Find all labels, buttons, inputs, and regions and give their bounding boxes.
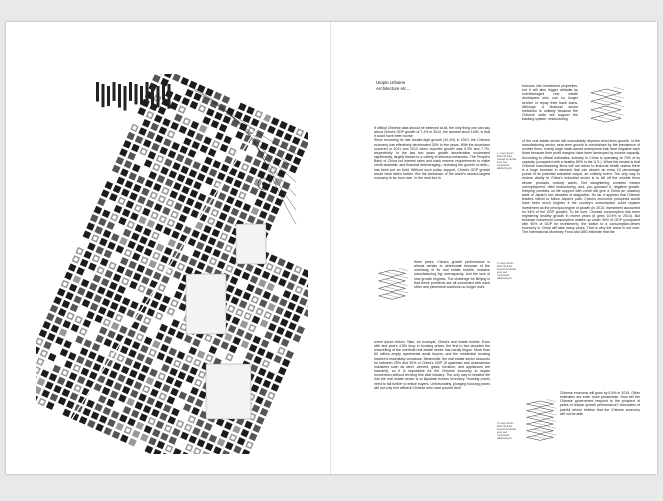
heading-title: Utopie Urbaine [376, 80, 406, 85]
right-page [332, 22, 657, 474]
body-text-col2-narrow-b [560, 391, 640, 416]
paragraph: of the real estate sector will unavoidably depress short-term growth. In the manufacturing sector, near-term growth is constrained by the prevalence of zombie firms, mainly large state-owned enterprises that have negative cash flows because their profit margins have been destroyed by excess capacity. According to official estimates, industry in China is operating at 70% of its capacity (compared with a healthy 80% in the U.S.). What this means is that Chinese manufacturing firms will not return to financial health unless there is a huge increase in demand that can absorb an extra 10 percentage points of its potential industrial output, an unlikely event. The only way to restore vitality to China's industrial sector is to kill off the zombie firms whose products nobody wants. But slaughtering zombies means unemployment, debt restructuring, and, you guessed it, negative growth. Keeping zombies on life support with credit will give a China an uncanny taste of Japan's two decades of stagnation. So far, it appears that Chinese leaders intend to follow Japan's path. China's economic prospects would have been much brighter if the country's consumption could replace investment as the principal engine of growth (in 2013, investment accounted for 54% of the GDP growth). To be sure, Chinese consumption has been registering healthy growth in recent years (it grew 10.9% in 2014). But because household consumption makes up under 40% of GDP (compared with 50% of GDP for investment), the switch to a consumption-driven economy in China will take many years. That is why the worst is not over. The International Monetary Fund and UBS estimate that the [522, 139, 640, 235]
paragraph: fortunes into investment properties, but it will also trigger defaults by overleveraged real estate developers who can no longer service or repay their bank loans. Although a financial sector meltdown is unlikely because the Chinese state will support the banking system, restructuring [522, 84, 578, 122]
paragraph: lorem ipsum dolum. Take, for example, China's real estate bubble. Even with last year's 4.5% drop in housing prices, the first in two decades the unravelling of the overbuilt real estate sector has hardly begun. More than 60 million empty apartments await buyers, and the residential housing market is essentially comatose. Meanwhile, the real estate sector accounts for between 25% and 30% of China's GDP (if upstream and downstream industries such as steel, cement, glass, furniture, and appliances are included), so it is impossible for the Chinese economy to regain momentum without reviving this vital industry. The only way to breathe life into the real estate sector is to liquidate excess inventory. Housing prices need to fall further to entice buyers. Unfortunately, plunging housing prices will not only hurt affluent Chinese who have poured their [374, 340, 490, 390]
isometric-figure-icon [376, 265, 408, 305]
figure-caption: 2. Lorem ipsum Dolor Sit amet Aenean Ac lacinia eros, sed consectetur adipiscing elit. [497, 262, 517, 280]
figure-caption: 1. Lorem ipsum Dolor Sit amet Aenean Ac lacinia eros, sed consectetur adipiscing elit. [497, 152, 517, 170]
book-spread [6, 22, 657, 474]
paragraph: If official Chinese data should be believed at all, the only thing one can say about China's GDP growth of 7.4% in 2014, the slowest since 1990, is that it could have been worse. [374, 126, 490, 139]
body-text-col2-narrow [522, 84, 578, 121]
body-text-col2-a [522, 139, 640, 235]
body-text-col1-a [374, 126, 490, 180]
paragraph: Since recording its last double-digit growth (10.4%) in 2010, the Chinese economy has effectively decelerated 30% in five years. With the slowdown occurred in 2011 and 2012 when reported growth was 9.3% and 7.7%, respectively. In the last two years growth deceleration moderated significantly, largely thanks to a variety of stimulus measures. The People's Bank of China cut interest rates and bank reserve requirements to make credit available, and financial deleveraging—reducing the growth of debt—has been put on hold. Without such policy support, China's GDP growth would have fallen further. But the slowdown of the world's second-largest economy is far from over. In the next two to [374, 138, 490, 180]
body-text-col1-narrow [414, 260, 490, 289]
left-page [6, 22, 332, 474]
paragraph: three years, China's growth performance is almost certain to deteriorate because of the overhang of its real estate bubble, massive manufacturing big overcapacity, and the lack of new growth engines. The challenge for Beijing is that these problems are all connected with each other and piecemeal solutions no longer work [414, 260, 490, 289]
section-heading [376, 80, 486, 91]
body-text-col1-b [374, 340, 490, 390]
isometric-figure-icon [588, 84, 624, 128]
figure-caption: 3. Lorem ipsum Dolor Sit amet Aenean Ac lacinia eros, sed consectetur adipiscing elit. [497, 422, 517, 440]
isometric-figure-icon [524, 396, 556, 446]
urban-plan-drawing [36, 74, 308, 454]
paragraph: Chinese economy will grow by 6.8% in 2015. Other estimates are even more pessimistic. How will the Chinese government respond to the prospect of years of subpar growth performance? Advocates of painful reform believe that the Chinese economy will not be able [560, 391, 640, 416]
heading-subtitle: Architecture etc... [376, 85, 411, 91]
